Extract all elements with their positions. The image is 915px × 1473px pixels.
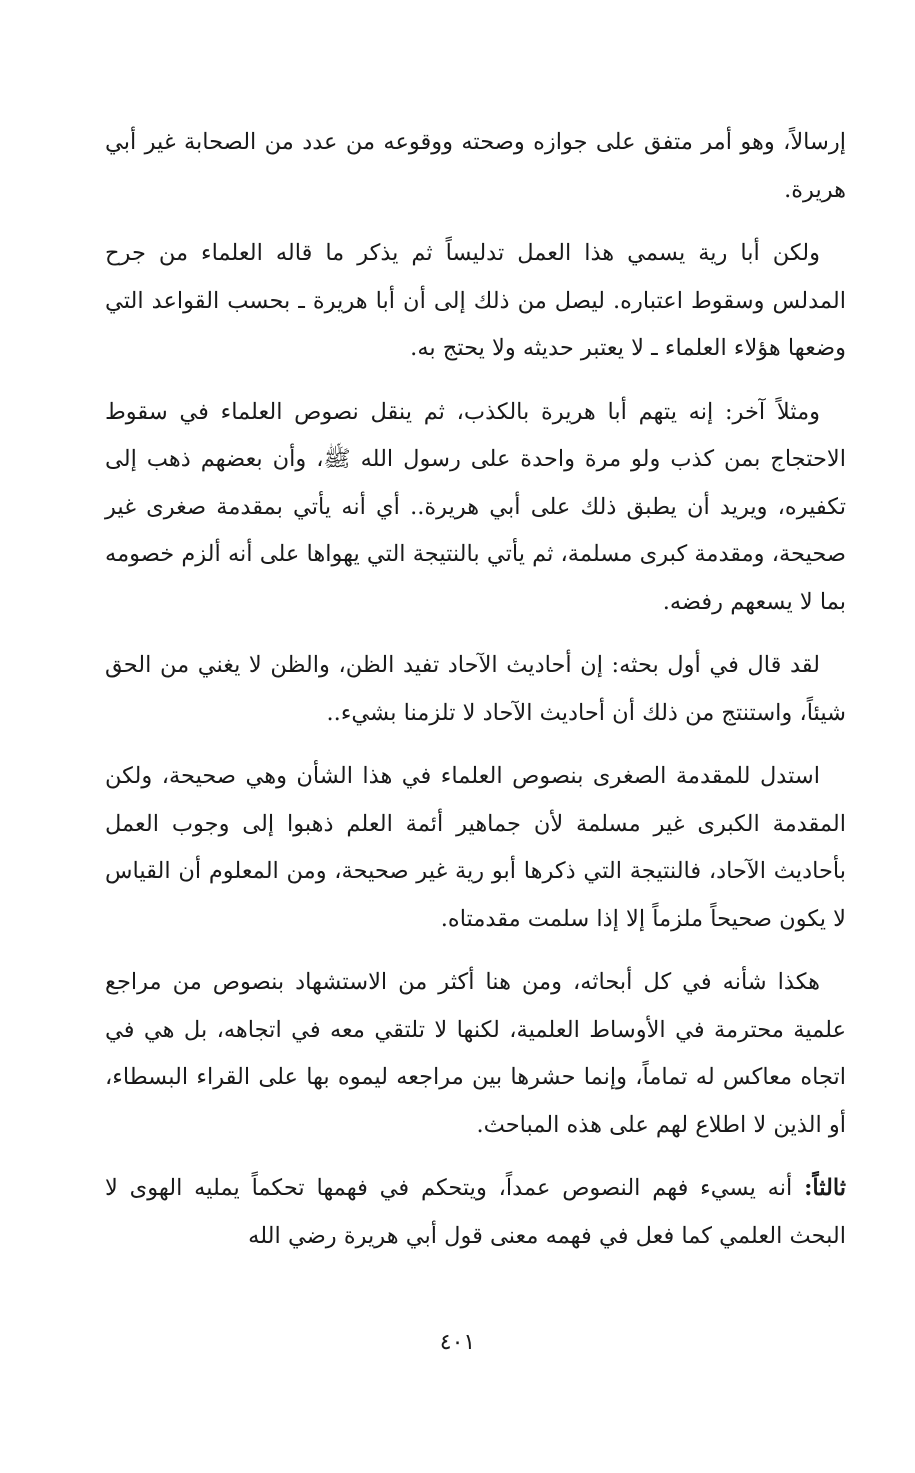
paragraph-7-text: أنه يسيء فهم النصوص عمداً، ويتحكم في فهمها تحكماً يمليه الهوى لا البحث العلمي كما فعل في فهمه معنى قول أبي هريرة رضي الله — [105, 1175, 846, 1249]
paragraph-2: ولكن أبا رية يسمي هذا العمل تدليساً ثم يذكر ما قاله العلماء من جرح المدلس وسقوط اعتباره. ليصل من ذلك إلى أن أبا هريرة ـ بحسب القواعد التي وضعها هؤلاء العلماء ـ لا يعتبر حديثه ولا يحتج به. — [105, 240, 846, 361]
body-text — [105, 119, 846, 1276]
paragraph-3: ومثلاً آخر: إنه يتهم أبا هريرة بالكذب، ثم ينقل نصوص العلماء في سقوط الاحتجاج بمن كذب ولو مرة واحدة على رسول الله ﷺ، وأن بعضهم ذهب إلى تكفيره، ويريد أن يطبق ذلك على أبي هريرة.. أي أنه يأتي بمقدمة صغرى غير صحيحة، ومقدمة كبرى مسلمة، ثم يأتي بالنتيجة التي يهواها على أنه ألزم خصومه بما لا يسعهم رفضه. — [105, 398, 846, 615]
paragraph-4: لقد قال في أول بحثه: إن أحاديث الآحاد تفيد الظن، والظن لا يغني من الحق شيئاً، واستنتج من ذلك أن أحاديث الآحاد لا تلزمنا بشيء.. — [105, 652, 846, 726]
page-number: ٤٠١ — [439, 1330, 476, 1355]
paragraph-7-lead: ثالثاً: — [804, 1175, 846, 1201]
paragraph-6: هكذا شأنه في كل أبحاثه، ومن هنا أكثر من الاستشهاد بنصوص من مراجع علمية محترمة في الأوساط العلمية، لكنها لا تلتقي معه في اتجاهه، بل هي في اتجاه معاكس له تماماً، وإنما حشرها بين مراجعه ليموه بها على القراء البسطاء، أو الذين لا اطلاع لهم على هذه المباحث. — [105, 969, 846, 1138]
paragraph-1: إرسالاً، وهو أمر متفق على جوازه وصحته ووقوعه من عدد من الصحابة غير أبي هريرة. — [105, 129, 846, 203]
paragraph-5: استدل للمقدمة الصغرى بنصوص العلماء في هذا الشأن وهي صحيحة، ولكن المقدمة الكبرى غير مسلمة لأن جماهير أئمة العلم ذهبوا إلى وجوب العمل بأحاديث الآحاد، فالنتيجة التي ذكرها أبو رية غير صحيحة، ومن المعلوم أن القياس لا يكون صحيحاً ملزماً إلا إذا سلمت مقدمتاه. — [105, 763, 846, 932]
paragraph-7 — [105, 1165, 846, 1260]
